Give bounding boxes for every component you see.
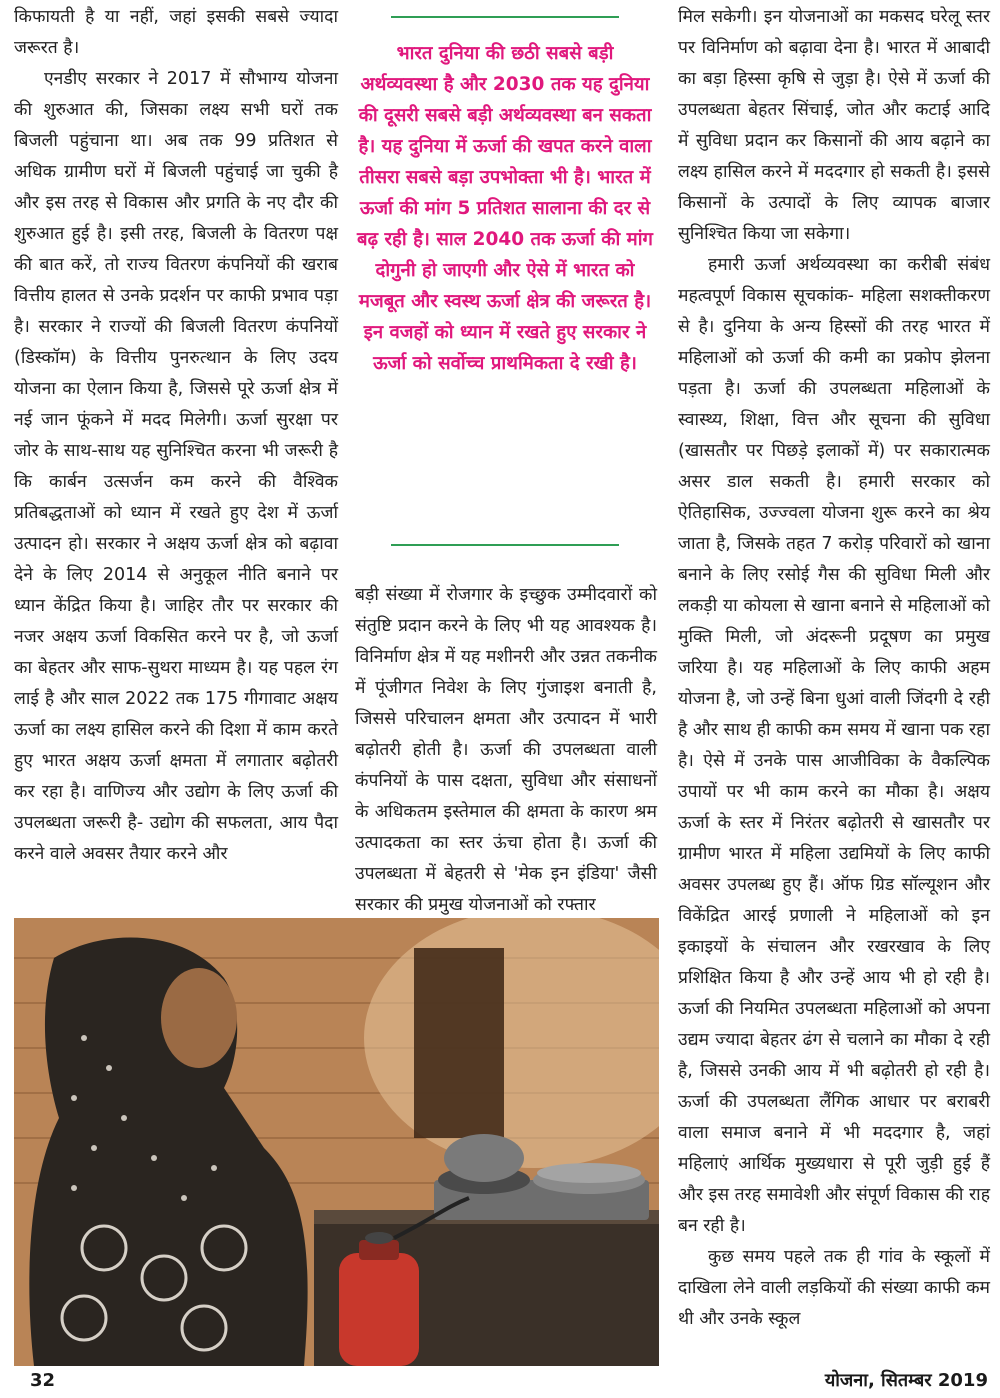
magazine-footer: योजना, सितम्बर 2019 (824, 1370, 988, 1391)
left-column (14, 2, 338, 870)
right-column (678, 2, 990, 1335)
pull-quote-bottom-rule (391, 544, 619, 546)
pull-quote (355, 8, 655, 556)
page-number: 32 (30, 1370, 56, 1391)
middle-column (355, 580, 657, 921)
paragraph: बड़ी संख्या में रोजगार के इच्छुक उम्मीदवारों को संतुष्टि प्रदान करने के लिए भी यह आवश्यक है। विनिर्माण क्षेत्र में यह मशीनरी और उन्नत तकनीक में पूंजीगत निवेश के लिए गुंजाइश बनाती है, जिससे परिचालन क्षमता और उत्पादन में भारी बढ़ोतरी होती है। ऊर्जा की उपलब्धता वाली कंपनियों के पास दक्षता, सुविधा और संसाधनों के अधिकतम इस्तेमाल की क्षमता के कारण श्रम उत्पादकता का स्तर ऊंचा होता है। ऊर्जा की उपलब्धता में बेहतरी से 'मेक इन इंडिया' जैसी सरकार की प्रमुख योजनाओं को रफ्तार (355, 585, 657, 915)
paragraph: किफायती है या नहीं, जहां इसकी सबसे ज्यादा जरूरत है। (14, 7, 338, 58)
pull-quote-top-rule (391, 16, 619, 18)
paragraph: एनडीए सरकार ने 2017 में सौभाग्य योजना की शुरुआत की, जिसका लक्ष्य सभी घरों तक बिजली पहुंचाना था। अब तक 99 प्रतिशत से अधिक ग्रामीण घरों में बिजली पहुंचाई जा चुकी है और इस तरह से विकास और प्रगति के नए दौर की शुरुआत हुई है। इसी तरह, बिजली के वितरण पक्ष की बात करें, तो राज्य वितरण कंपनियों की खराब वित्तीय हालत से उनके प्रदर्शन पर काफी प्रभाव पड़ा है। सरकार ने राज्यों की बिजली वितरण कंपनियों (डिस्कॉम) के वित्तीय पुनरुत्थान के लिए उदय योजना का ऐलान किया है, जिससे पूरे ऊर्जा क्षेत्र में नई जान फूंकने में मदद मिलेगी। ऊर्जा सुरक्षा पर जोर के साथ-साथ यह सुनिश्चित करना भी जरूरी है कि कार्बन उत्सर्जन कम करने की वैश्विक प्रतिबद्धताओं को ध्यान में रखते हुए देश में ऊर्जा उत्पादन हो। सरकार ने अक्षय ऊर्जा क्षेत्र को बढ़ावा देने के लिए 2014 से अनुकूल नीति बनाने पर ध्यान केंद्रित किया है। जाहिर तौर पर सरकार की नजर अक्षय ऊर्जा विकसित करने पर है, जो ऊर्जा का बेहतर और साफ-सुथरा माध्यम है। यह पहल रंग लाई है और साल 2022 तक 175 गीगावाट अक्षय ऊर्जा का लक्ष्य हासिल करने की दिशा में काम करते हुए भारत अक्षय ऊर्जा क्षमता में लगातार बढ़ोतरी कर रहा है। वाणिज्य और उद्योग के लिए ऊर्जा की उपलब्धता जरूरी है- उद्योग की सफलता, आय पैदा करने वाले अवसर तैयार करने और (14, 69, 339, 864)
paragraph: हमारी ऊर्जा अर्थव्यवस्था का करीबी संबंध महत्वपूर्ण विकास सूचकांक- महिला सशक्तीकरण से है। दुनिया के अन्य हिस्सों की तरह भारत में महिलाओं को ऊर्जा की कमी का प्रकोप झेलना पड़ता है। ऊर्जा की उपलब्धता महिलाओं के स्वास्थ्य, शिक्षा, वित्त और सूचना की सुविधा (खासतौर पर पिछड़े इलाकों में) पर सकारात्मक असर डाल सकती है। हमारी सरकार को ऐतिहासिक, उज्ज्वला योजना शुरू करने का श्रेय जाता है, जिसके तहत 7 करोड़ परिवारों को खाना बनाने के लिए रसोई गैस की सुविधा मिली और लकड़ी या कोयला से खाना बनाने से महिलाओं को मुक्ति मिली, जो अंदरूनी प्रदूषण का प्रमुख जरिया है। यह महिलाओं के लिए काफी अहम योजना है, जो उन्हें बिना धुआं वाली जिंदगी दे रही है और साथ ही काफी कम समय में खाना पक रहा है। ऐसे में उनके पास आजीविका के वैकल्पिक उपायों पर भी काम करने का मौका है। अक्षय ऊर्जा के स्तर में निरंतर बढ़ोतरी से खासतौर पर ग्रामीण भारत में महिला उद्यमियों के लिए काफी अवसर उपलब्ध हुए हैं। ऑफ ग्रिड सॉल्यूशन और विकेंद्रित आरई प्रणाली ने महिलाओं को इन इकाइयों के संचालन और रखरखाव के लिए प्रशिक्षित किया है और उन्हें आय भी हो रही है। ऊर्जा की नियमित उपलब्धता महिलाओं को अपना उद्यम ज्यादा बेहतर ढंग से चलाने का मौका दे रही है, जिससे उनकी आय में भी बढ़ोतरी हो रही है। ऊर्जा की उपलब्धता लैंगिक आधार पर बराबरी वाला समाज बनाने में भी मददगार है, जहां महिलाएं आर्थिक मुख्यधारा से पूरी जुड़ी हुई हैं और इस तरह समावेशी और संपूर्ण विकास की राह बन रही है। (678, 255, 990, 1236)
kitchen-photo-illustration (14, 918, 659, 1366)
kitchen-photo (14, 918, 659, 1366)
pull-quote-text: भारत दुनिया की छठी सबसे बड़ी अर्थव्यवस्था है और 2030 तक यह दुनिया की दूसरी सबसे बड़ी अर्थव्यवस्था बन सकता है। यह दुनिया में ऊर्जा की खपत करने वाला तीसरा सबसे बड़ा उपभोक्ता भी है। भारत में ऊर्जा की मांग 5 प्रतिशत सालाना की दर से बढ़ रही है। साल 2040 तक ऊर्जा की मांग दोगुनी हो जाएगी और ऐसे में भारत को मजबूत और स्वस्थ ऊर्जा क्षेत्र की जरूरत है। इन वजहों को ध्यान में रखते हुए सरकार ने ऊर्जा को सर्वोच्च प्राथमिकता दे रखी है। (357, 43, 653, 374)
paragraph: मिल सकेगी। इन योजनाओं का मकसद घरेलू स्तर पर विनिर्माण को बढ़ावा देना है। भारत में आबादी का बड़ा हिस्सा कृषि से जुड़ा है। ऐसे में ऊर्जा की उपलब्धता बेहतर सिंचाई, जोत और कटाई आदि में सुविधा प्रदान कर किसानों की आय बढ़ाने का लक्ष्य हासिल करने में मददगार हो सकती है। इससे किसानों के उत्पादों के लिए व्यापक बाजार सुनिश्चित किया जा सकेगा। (678, 7, 990, 244)
paragraph: कुछ समय पहले तक ही गांव के स्कूलों में दाखिला लेने वाली लड़कियों की संख्या काफी कम थी और उनके स्कूल (678, 1247, 990, 1329)
